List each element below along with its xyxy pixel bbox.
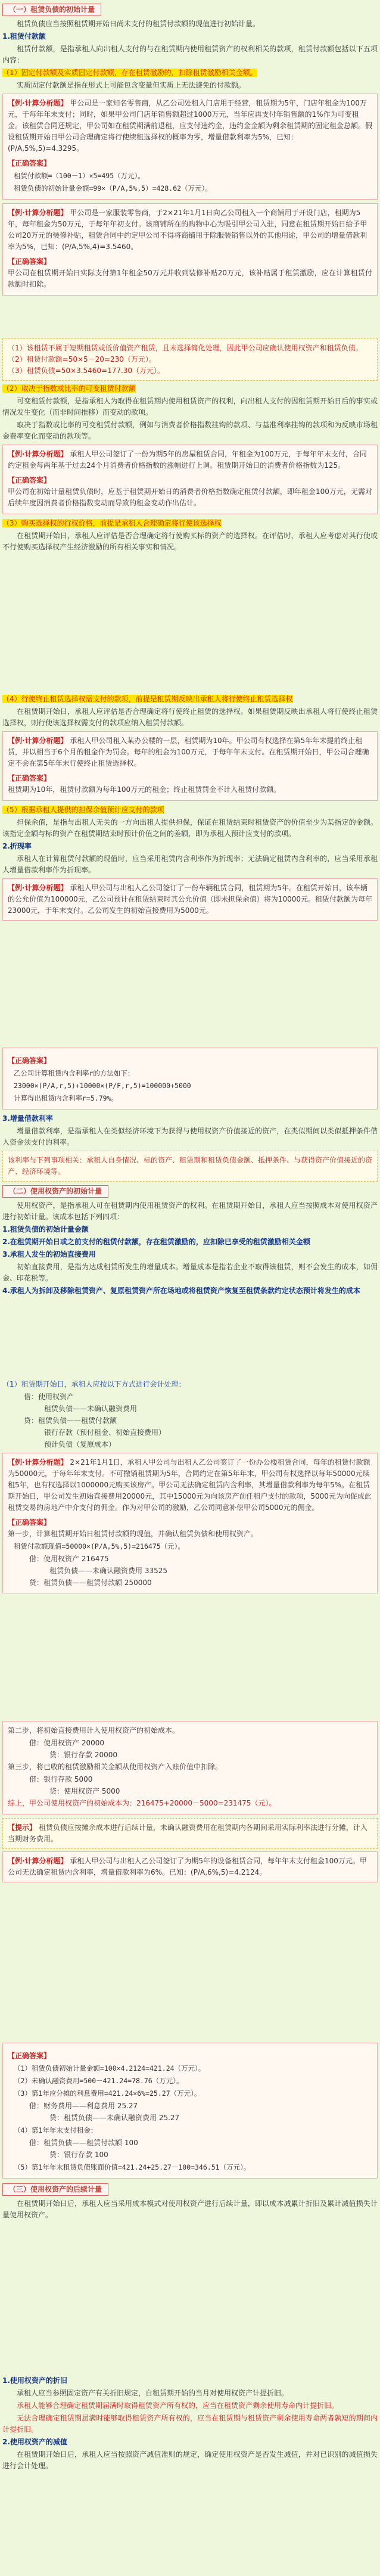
item2-title-text: （2）取决于指数或比率的可变租赁付款额	[2, 384, 136, 393]
cost-item-3: 3.承租人发生的初始直接费用	[2, 1250, 96, 1259]
answer-line: 租赁付款额=（100－1）×5=495（万元）。	[14, 172, 145, 180]
step-text: 第三步，将已收的租赁激励相关金额从使用权资产入账价值中扣除。	[8, 1763, 223, 1771]
item5-title	[2, 804, 378, 816]
example-box-7	[2, 1851, 378, 1882]
answer-line: 23000×(P/A,r,5)+10000×(P/F,r,5)=100000+5000	[14, 1082, 191, 1090]
answer-line: （2）未确认融资费用=500－421.24=78.76（万元）。	[14, 2077, 183, 2085]
answer-tag: 【正确答案】	[8, 1518, 51, 1527]
item1-text: 实质固定付款额是指在形式上可能包含变量但实质上无法避免的付款额。	[17, 81, 246, 89]
answer-tag: 【正确答案】	[8, 1056, 51, 1065]
tip-text: 租赁负债应按摊余成本进行后续计量，未确认融资费用在租赁期内各期间采用实际利率法进行分摊，计入当期财务费用。	[8, 1823, 367, 1843]
subheading-incremental-rate: 3.增量借款利率	[2, 1114, 53, 1123]
answer-tag: 【正确答案】	[8, 2052, 51, 2060]
cost-item-4: 4.承租人为拆卸及移除租赁资产、复原租赁资产所在场地或将租赁资产恢复至租赁条款约定状态预计将发生的成本	[2, 1287, 360, 1295]
part2-intro: 使用权资产，是指承租人可在租赁期内使用租赁资产的权利。在租赁期开始日，承租人应当按照成本对使用权资产进行初始计量。该成本包括下列四项：	[2, 1201, 378, 1221]
cost-item-3-text: 初始直接费用，是指为达成租赁所发生的增量成本。增量成本是指若企业不取得该租赁，则不会发生的成本，如佣金、印花税等。	[2, 1263, 378, 1282]
intro-text: 租赁负债应当按照租赁期开始日尚未支付的租赁付款额的现值进行初始计量。	[17, 20, 260, 28]
journal-entry-line: 贷：租赁负债——租赁付款额 250000	[29, 1578, 152, 1587]
example-box-3	[2, 445, 378, 514]
journal-entry-line: 借：财务费用——利息费用 25.27	[29, 2102, 138, 2110]
answer-line: 租赁付款额现值=50000×(P/A,5%,5)=216475（元）。	[14, 1542, 185, 1550]
note-box	[2, 1151, 378, 1182]
answer-text: 甲公司在租赁期开始日实际支付第1年租金50万元并收到装修补贴20万元，该补贴属于租赁激励，应在计算租赁付款额时扣除。	[8, 269, 372, 288]
subheading-discount-rate: 2.折现率	[2, 842, 32, 850]
example-box-5	[2, 878, 378, 921]
answer-line: 第一步，计算租赁期开始日租赁付款额的现值，并确认租赁负债和使用权资产。	[8, 1530, 258, 1538]
example-tag: 【例·计算分析题】	[8, 450, 68, 458]
answer-text: 甲公司在初始计量租赁负债时，应基于租赁期开始日的消费者价格指数确定租赁付款额，即年租金100万元，无需对后续年度因消费者价格指数变动而导致的租金变动作出估计。	[8, 487, 372, 507]
answer-box-6-continued	[2, 1721, 378, 1814]
example-text: 2×21年1月1日，承租人甲公司与出租人乙公司签订了一份办公楼租赁合同，每年的租赁付款额为50000元，于每年年末支付。不可撤销租赁期为5年，合同约定在第5年年末，甲公司有权选择以每年50000元续租5年，也有权选择以1000000元购买该房产。甲公司无法确定租赁内含利率，其增量借款利率为每年5%。在租赁期开始日，甲公司发生初始直接费用20000元，其中15000元为向该房产前任租户支付的款项，5000元为向促成此租赁交易的房地产中介支付的佣金。作为对甲公司的激励，乙公司同意补偿甲公司5000元的佣金。	[8, 1458, 372, 1512]
section-initial-costs	[2, 1719, 378, 2040]
section-depreciation	[2, 2374, 378, 2576]
item2-title	[2, 383, 378, 394]
subheading-lease-payments: 1.租赁付款额	[2, 32, 46, 41]
section-termination-and-discount	[2, 694, 378, 1045]
depreciation-text: 承租人应当参照固定资产有关折旧规定，自租赁期开始的当月对使用权资产计提折旧。	[17, 2389, 289, 2397]
journal-entry-line: 借：使用权资产 20000	[29, 1739, 104, 1747]
answer-tag: 【正确答案】	[8, 159, 51, 167]
example-text: 承租人甲公司签订了一份为期5年的房屋租赁合同，年租金为100万元，于每年年末支付，合同约定租金每两年基于过去24个月消费者价格指数的涨幅进行上调。租赁期开始日的消费者价格指数为125。	[8, 450, 367, 470]
example-text: 甲公司是一家知名零售商，从乙公司处租入门店用于经营，租赁期为5年，门店年租金为100万元，于每年年末支付；同时，如果甲公司门店年销售额超过1000万元，当年应再支付年销售额的1%作为可变租金。该租赁合同还规定，甲公司如在租赁期满前退租，应支付违约金，违约金金额为剩余租赁期的固定租金总额。假设租赁期开始日甲公司合理确定将行使续租选择权的概率为零，增量借款利率为5%，已知：(P/A,5%,5)=4.3295。	[8, 99, 373, 153]
incremental-rate-text: 增量借款利率，是指承租人在类似经济环境下为获得与使用权资产价值接近的资产，在类似期间以类似抵押条件借入资金须支付的利率。	[2, 1127, 378, 1146]
item2-text2: 取决于指数或比率的可变租赁付款额，例如与消费者价格指数挂钩的款项、与基准利率挂钩的款项和为反映市场租金费率变化而变动的款项等。	[2, 421, 378, 440]
answer-line: （3）第1年应分摊的利息费用=421.24×6%=25.27（万元）。	[14, 2089, 201, 2098]
example-tag: 【例·计算分析题】	[8, 99, 68, 107]
section-rou-asset-initial	[2, 1045, 378, 1379]
journal-entry-line: 预计负债（复原成本）	[44, 1440, 116, 1449]
answer-line: （1）租赁负债初始计量金额=100×4.2124=421.24（万元）。	[14, 2064, 205, 2072]
section-lease-liability-initial	[2, 2, 378, 336]
answer-tag: 【正确答案】	[8, 774, 51, 782]
journal-entry-line: 贷：租赁负债——租赁付款额	[24, 1416, 117, 1425]
cost-item-1: 1.租赁负债的初始计量金额	[2, 1225, 89, 1233]
journal-entry-line: 贷：银行存款 20000	[49, 1751, 117, 1759]
cost-item-2: 2.在租赁期开始日或之前支付的租赁付款额，存在租赁激励的，应扣除已享受的租赁激励相关金额	[2, 1238, 310, 1246]
example-text: 承租人甲公司租入某办公楼的一层，租赁期为10年。甲公司有权选择在第5年年末提前终止租赁，并以相当于6个月的租金作为罚金。每年的租金为100万元，于每年年末支付。在租赁期开始日，甲公司合理确定不会在第5年年末行使终止租赁选择权。	[8, 737, 369, 767]
journal-entry-line: 贷：使用权资产 5000	[49, 1787, 120, 1795]
part3-text: 在租赁期开始日后，承租人应当采用成本模式对使用权资产进行后续计量，即以成本减累计折旧及累计减值损失计量使用权资产。	[2, 2199, 378, 2219]
answer-line: （4）第1年年末支付租金：	[14, 2126, 98, 2134]
journal-entry-line: 租赁负债——未确认融资费用	[44, 1404, 138, 1413]
depreciation-rule: 承租人能够合理确定租赁期届满时取得租赁资产所有权的，应当在租赁资产剩余使用寿命内计提折旧。	[17, 2401, 339, 2410]
journal-entry-line: 借：使用权资产	[24, 1393, 74, 1401]
example-text: 甲公司是一家服装零售商，于2×21年1月1日向乙公司租入一个商铺用于开设门店，租期为5年，每年租金为50万元，于每年年初支付。该商铺所在的购物中心为吸引甲公司入驻，同意在租赁期开始日给予甲公司20万元的装修补贴，租赁合同中约定甲公司不得将商铺用于除服装销售以外的其他用途，甲公司的增量借款利率为5%，已知：(P/A,5%,4)=3.5460。	[8, 209, 367, 251]
item3-title-text: （3）购买选择权的行权价格，前提是承租人合理确定将行使该选择权	[2, 519, 222, 527]
entry-title: （1）租赁期开始日，承租人应按以下方式进行会计处理：	[2, 1380, 186, 1388]
item5-title-text: （5）根据承租人提供的担保余值预计应支付的款项	[2, 806, 164, 814]
section-variable-payments	[2, 336, 378, 694]
journal-entry-line: 银行存款（预付租金、初始直接费用）	[44, 1428, 166, 1437]
answer-line: 租赁负债的初始计量金额=99×（P/A,5%,5）=428.62（万元）。	[14, 184, 212, 192]
tip-box	[2, 1818, 378, 1849]
journal-entry-line: 贷：银行存款 100	[49, 2151, 108, 2159]
journal-entry-line: 借：使用权资产 216475	[29, 1555, 109, 1563]
answer-tag: 【正确答案】	[8, 476, 51, 484]
section-heading: （二）使用权资产的初始计量	[2, 1185, 108, 1198]
section-heading: （一）租赁负债的初始计量	[2, 4, 101, 16]
lease-payments-text: 租赁付款额，是指承租人向出租人支付的与在租赁期内使用租赁资产的权利相关的款项，租赁付款额包括以下五项内容：	[2, 45, 378, 64]
journal-entry-line: 贷：租赁负债——未确认融资费用 25.27	[49, 2114, 180, 2122]
item5-text: 担保余值，是指与出租人无关的一方向出租人提供担保，保证在租赁结束时租赁资产的价值至少为某指定的金额。该指定金额与标的资产在租赁期结束时预计价值之间的差额，即为承租人预计应支付的款项。	[2, 818, 378, 838]
note-text: 该利率与下列事项相关：承租人自身情况、标的资产、租赁期和租赁负债金额、抵押条件、与获得资产价值接近的资产、经济环境等。	[8, 1156, 373, 1176]
item2-text: 可变租赁付款额，是指承租人为取得在租赁期内使用租赁资产的权利，向出租人支付的因租赁期开始日后的事实或情况发生变化（而非时间推移）而变动的款项。	[2, 397, 378, 417]
example-box-2	[2, 203, 378, 296]
item4-title-text: （4）行使终止租赁选择权需支付的款项，前提是租赁期反映出承租人将行使终止租赁选择权	[2, 695, 293, 703]
answer-line: （5）第1年年末租赁负债账面价值=421.24+25.27－100=346.51（万元）。	[14, 2163, 251, 2171]
answer-box-7	[2, 2043, 378, 2179]
item4-text: 在租赁期开始日，承租人应评估是否合理确定将行使终止租赁的选择权。如果租赁期反映出承租人将行使终止租赁选择权，则行使该选择权需支付的款项应纳入租赁付款额。	[2, 707, 378, 727]
journal-entry-line: 借：银行存款 5000	[29, 1775, 93, 1783]
summary-text: 综上，甲公司使用权资产的初始成本为：216475+20000－5000=231475（元）。	[8, 1799, 276, 1807]
example-tag: 【例·计算分析题】	[8, 737, 68, 745]
answer-line: 乙公司计算租赁内含利率r的方法如下：	[14, 1069, 135, 1077]
item1-title	[2, 67, 378, 79]
example-tag: 【例·计算分析题】	[8, 1458, 68, 1466]
highlight-line: （2）租赁付款额=50×5－20=230（万元）。	[8, 355, 156, 363]
item4-title	[2, 694, 378, 705]
answer-line: 计算得出租赁内含利率r=5.79%。	[14, 1094, 118, 1102]
journal-entry-line: 租赁负债——未确认融资费用 33525	[49, 1567, 167, 1575]
highlight-line: （3）租赁负债=50×3.5460=177.30（万元）。	[8, 366, 165, 375]
item1-title-text: （1）固定付款额及实质固定付款额，存在租赁激励的，扣除租赁激励相关金额。	[2, 69, 257, 77]
example-text: 承租人甲公司与出租人乙公司签订了为期5年的设备租赁合同，每年年末支付租金100万元。甲公司无法确定租赁内含利率，增量借款利率为6%。已知：(P/A,6%,5)=4.2124。	[8, 1857, 367, 1876]
depreciation-rule: 无法合理确定租赁期届满时能够取得租赁资产所有权的，应当在租赁期与租赁资产剩余使用寿命两者孰短的期间内计提折旧。	[2, 2414, 378, 2434]
example-text: 承租人甲公司与出租人乙公司签订了一份车辆租赁合同，租赁期为5年。在租赁开始日，该车辆的公允价值为100000元，乙公司预计在租赁结束时其公允价值（即未担保余值）将为10000元。租赁付款额为每年23000元，于年末支付。乙公司发生的初始直接费用为5000元。	[8, 884, 372, 915]
subheading-depreciation: 1.使用权资产的折旧	[2, 2376, 67, 2385]
item3-title	[2, 518, 378, 529]
example-tag: 【例·计算分析题】	[8, 209, 68, 217]
answer-box-5	[2, 1048, 378, 1110]
section-journal-entries	[2, 1379, 378, 1719]
example-tag: 【例·计算分析题】	[8, 884, 68, 892]
example-box-4	[2, 731, 378, 801]
step-text: 第二步，将初始直接费用计入使用权资产的初始成本。	[8, 1726, 180, 1735]
section-heading: （三）使用权资产的后续计量	[2, 2183, 108, 2196]
example-box-6	[2, 1453, 378, 1593]
discount-rate-text: 承租人在计算租赁付款额的现值时，应当采用租赁内含利率作为折现率；无法确定租赁内含利率的，应当采用承租人增量借款利率作为折现率。	[2, 854, 378, 874]
answer-tag: 【正确答案】	[8, 257, 51, 266]
example-tag: 【例·计算分析题】	[8, 1857, 68, 1865]
journal-entry-line: 借：租赁负债——租赁付款额 100	[29, 2139, 138, 2147]
answer-text: 租赁期为10年，租赁付款额为每年100万元的租金；终止租赁罚金不计入租赁付款额。	[8, 785, 281, 794]
impairment-text: 在租赁期开始日后，承租人应当按照资产减值准则的规定，确定使用权资产是否发生减值，并对已识别的减值损失进行会计处理。	[2, 2450, 378, 2470]
item3-text: 在租赁期开始日，承租人应评估是否合理确定将行使购买标的资产的选择权。在评估时，承租人应考虑对其行使或不行使购买选择权产生经济激励的所有相关事实和情况。	[2, 532, 378, 551]
highlight-line: （1）该租赁不属于短期租赁或低价值资产租赁，且未选择简化处理，因此甲公司应确认使用权资产和租赁负债。	[8, 344, 363, 352]
tip-tag: 【提示】	[8, 1823, 37, 1832]
example-box-1	[2, 94, 378, 200]
highlight-box	[2, 338, 378, 381]
section-subsequent-measurement	[2, 2040, 378, 2374]
subheading-impairment: 2.使用权资产的减值	[2, 2438, 67, 2446]
